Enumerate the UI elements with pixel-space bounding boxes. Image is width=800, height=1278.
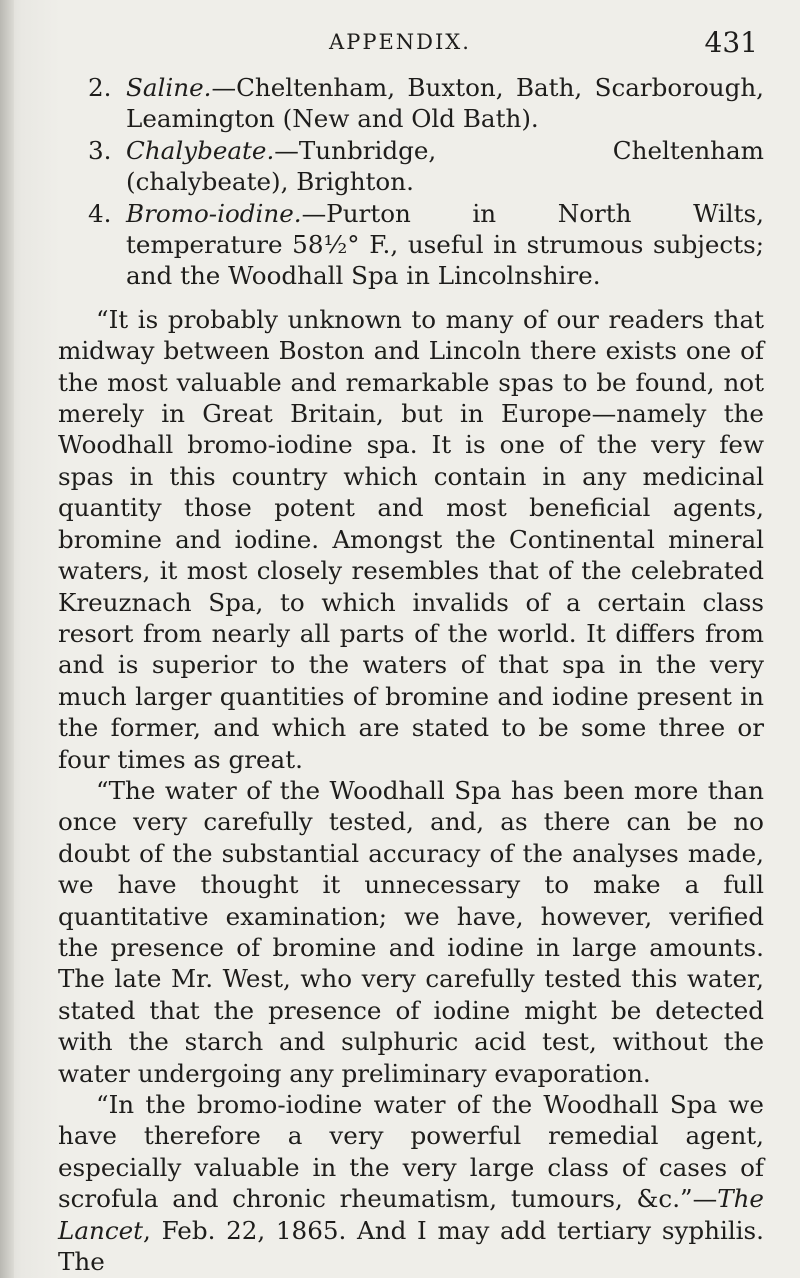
closing-text: “In the bromo-iodine water of the Woodhall Spa we have therefore a very powerful remedial agent, especially valuable in the very large class of cases of scrofula and chronic rheumatism, tumours, &c.”— xyxy=(58,1090,764,1214)
list-item xyxy=(58,198,764,292)
list-text: —Cheltenham, Buxton, Bath, Scarborough, Leamington (New and Old Bath). xyxy=(126,73,764,134)
list-item xyxy=(58,135,764,198)
list-term: Saline. xyxy=(126,73,212,102)
source-citation: The Lancet xyxy=(58,1184,764,1245)
quote-paragraph-closing xyxy=(58,1089,764,1277)
list-number: 2. xyxy=(88,73,112,102)
page-gutter-shadow xyxy=(0,0,14,1278)
list-item xyxy=(58,72,764,135)
closing-tail: , Feb. 22, 1865. And I may add tertiary syphilis. The xyxy=(58,1215,764,1277)
running-head: APPENDIX. xyxy=(329,30,471,54)
quote-paragraph: “The water of the Woodhall Spa has been more than once very carefully tested, and, as there can be no doubt of the substantial accuracy of the analyses made, we have thought it unnecessary to make a full quantitative examination; we have, however, verified the presence of bromine and iodine in large amounts. The late Mr. West, who very carefully tested this water, stated that the presence of iodine might be detected with the starch and sulphuric acid test, without the water undergoing any preliminary evaporation. xyxy=(58,775,764,1088)
list-text: —Purton in North Wilts, temperature 58½° F., useful in strumous subjects; and the Woodhall Spa in Lincolnshire. xyxy=(126,198,764,291)
list-term: Chalybeate. xyxy=(126,135,275,165)
page-body xyxy=(58,72,764,1277)
spa-list xyxy=(58,72,764,292)
page-number: 431 xyxy=(704,26,758,59)
list-number: 3. xyxy=(88,135,112,165)
list-term: Bromo-iodine. xyxy=(126,198,302,228)
list-number: 4. xyxy=(88,198,112,228)
page-header xyxy=(0,22,800,66)
list-text: —Tunbridge, Cheltenham (chalybeate), Brighton. xyxy=(126,135,764,197)
quote-paragraph: “It is probably unknown to many of our readers that midway between Boston and Lincoln there exists one of the most valuable and remarkable spas to be found, not merely in Great Britain, but in Europe—namely the Woodhall bromo-iodine spa. It is one of the very few spas in this country which contain in any medicinal quantity those potent and most beneficial agents, bromine and iodine. Amongst the Continental mineral waters, it most closely resembles that of the celebrated Kreuznach Spa, to which invalids of a certain class resort from nearly all parts of the world. It differs from and is superior to the waters of that spa in the very much larger quantities of bromine and iodine present in the former, and which are stated to be some three or four times as great. xyxy=(58,304,764,774)
